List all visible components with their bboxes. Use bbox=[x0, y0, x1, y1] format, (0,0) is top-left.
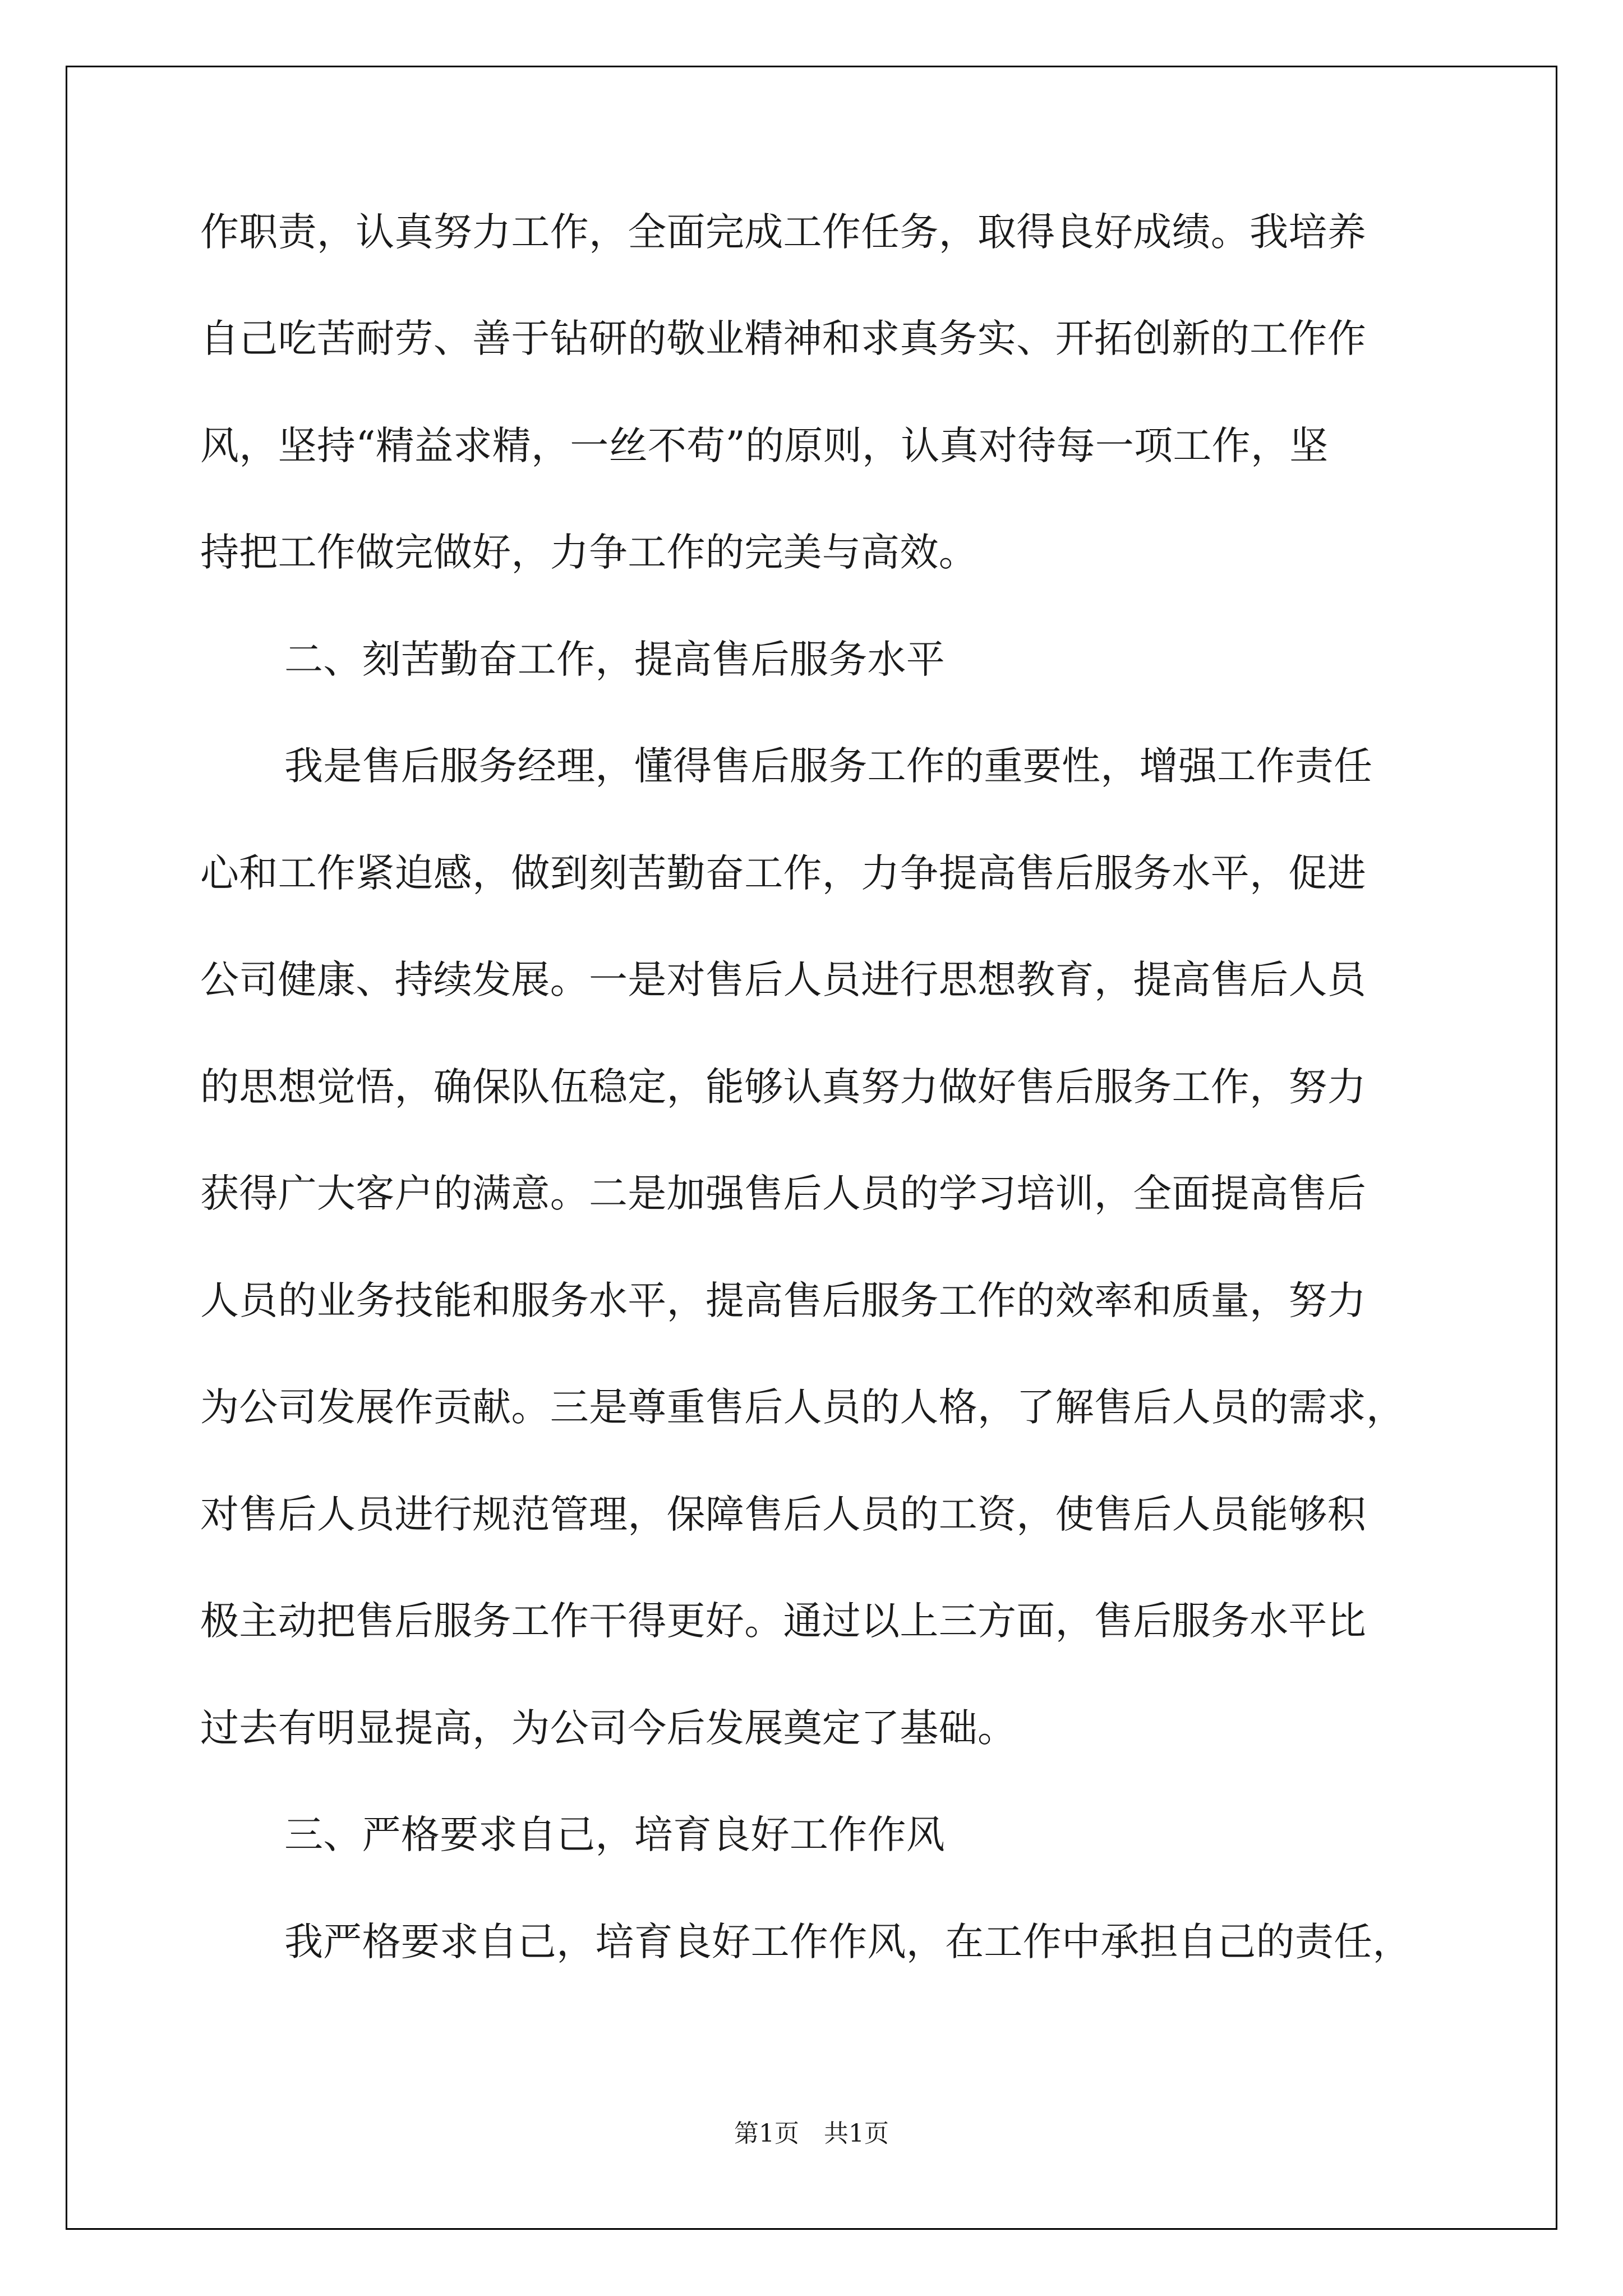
text-line: 为公司发展作贡献。三是尊重售后人员的人格，了解售后人员的需求， bbox=[200, 1385, 1405, 1430]
text-line: 作职责，认真努力工作，全面完成工作任务，取得良好成绩。我培养 bbox=[200, 210, 1366, 255]
section-heading: 三、严格要求自己，培育良好工作作风 bbox=[284, 1812, 946, 1857]
document-body bbox=[200, 210, 1423, 1964]
paragraph-start-line: 我是售后服务经理，懂得售后服务工作的重要性，增强工作责任 bbox=[284, 744, 1373, 789]
text-line: 心和工作紧迫感，做到刻苦勤奋工作，力争提高售后服务水平，促进 bbox=[200, 851, 1366, 896]
section-heading: 二、刻苦勤奋工作，提高售后服务水平 bbox=[284, 637, 946, 682]
text-line: 公司健康、持续发展。一是对售后人员进行思想教育，提高售后人员 bbox=[200, 958, 1366, 1002]
text-line: 对售后人员进行规范管理，保障售后人员的工资，使售后人员能够积 bbox=[200, 1492, 1366, 1537]
text-line: 风，坚持“精益求精，一丝不苟”的原则，认真对待每一项工作，坚 bbox=[200, 424, 1329, 468]
text-line: 过去有明显提高，为公司今后发展奠定了基础。 bbox=[200, 1706, 1017, 1751]
text-line: 的思想觉悟，确保队伍稳定，能够认真努力做好售后服务工作，努力 bbox=[200, 1065, 1366, 1110]
text-line: 获得广大客户的满意。二是加强售后人员的学习培训，全面提高售后 bbox=[200, 1171, 1366, 1216]
text-line: 人员的业务技能和服务水平，提高售后服务工作的效率和质量，努力 bbox=[200, 1278, 1366, 1323]
text-line: 自己吃苦耐劳、善于钻研的敬业精神和求真务实、开拓创新的工作作 bbox=[200, 316, 1366, 361]
page-number-footer: 第1页 共1页 bbox=[734, 2119, 889, 2148]
text-line: 极主动把售后服务工作干得更好。通过以上三方面，售后服务水平比 bbox=[200, 1599, 1366, 1644]
paragraph-start-line: 我严格要求自己，培育良好工作作风，在工作中承担自己的责任， bbox=[284, 1920, 1412, 1964]
text-line: 持把工作做完做好，力争工作的完美与高效。 bbox=[200, 530, 978, 575]
